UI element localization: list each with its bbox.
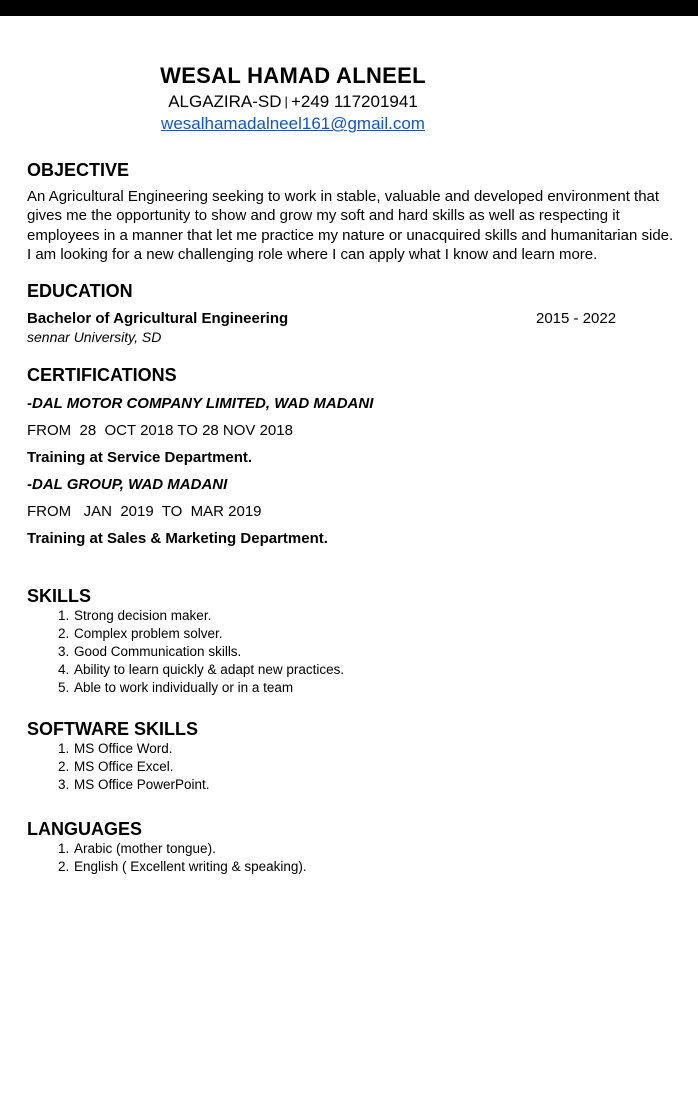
objective-text [27, 187, 698, 264]
objective-line: gives me the opportunity to show and grow my soft and hard skills as well as respecting it [27, 207, 620, 225]
education-heading: EDUCATION [27, 281, 133, 302]
resume-page [27, 16, 698, 1107]
degree-title: Bachelor of Agricultural Engineering [27, 310, 289, 328]
location: ALGAZIRA-SD [168, 92, 282, 111]
cert-dates: FROM JAN 2019 TO MAR 2019 [27, 503, 262, 521]
cert-company: -DAL MOTOR COMPANY LIMITED, WAD MADANI [27, 395, 374, 413]
education-row [27, 309, 698, 328]
objective-heading: OBJECTIVE [27, 160, 130, 180]
list-item: 3. MS Office PowerPoint. [73, 776, 698, 794]
cert-company: -DAL GROUP, WAD MADANI [27, 476, 228, 494]
list-item: 5. Able to work individually or in a team [73, 679, 698, 697]
resume-header [27, 16, 559, 134]
objective-line: An Agricultural Engineering seeking to work in stable, valuable and developed environment that [27, 188, 660, 205]
cert-training: Training at Service Department. [27, 449, 253, 467]
contact-line [27, 91, 559, 114]
languages-list [27, 840, 698, 876]
education-dates: 2015 - 2022 [536, 310, 617, 328]
contact-separator: | [284, 94, 288, 109]
list-item: 2. Complex problem solver. [73, 625, 698, 643]
list-item: 2. English ( Excellent writing & speaking). [73, 858, 698, 876]
cert-training: Training at Sales & Marketing Department. [27, 530, 328, 548]
university-name: sennar University, SD [27, 329, 162, 346]
top-bar [0, 0, 698, 16]
software-skills-heading: SOFTWARE SKILLS [27, 719, 198, 740]
list-item: 1. MS Office Word. [73, 740, 698, 758]
objective-line: employees in a manner that let me practice my nature or unacquired skills and humanitarian side. [27, 226, 674, 244]
skills-heading: SKILLS [27, 586, 92, 607]
languages-heading: LANGUAGES [27, 819, 143, 840]
list-item: 3. Good Communication skills. [73, 643, 698, 661]
objective-line: I am looking for a new challenging role where I can apply what I know and learn more. [27, 245, 598, 263]
phone-number: +249 117201941 [290, 92, 418, 111]
cert-dates: FROM 28 OCT 2018 TO 28 NOV 2018 [27, 422, 293, 440]
skills-list [27, 607, 698, 697]
list-item: 1. Arabic (mother tongue). [73, 840, 698, 858]
list-item: 4. Ability to learn quickly & adapt new practices. [73, 661, 698, 679]
list-item: 2. MS Office Excel. [73, 758, 698, 776]
candidate-name: WESAL HAMAD ALNEEL [160, 63, 426, 88]
email-link[interactable]: wesalhamadalneel161@gmail.com [161, 114, 425, 133]
list-item: 1. Strong decision maker. [73, 607, 698, 625]
software-skills-list [27, 740, 698, 794]
certifications-heading: CERTIFICATIONS [27, 365, 177, 386]
